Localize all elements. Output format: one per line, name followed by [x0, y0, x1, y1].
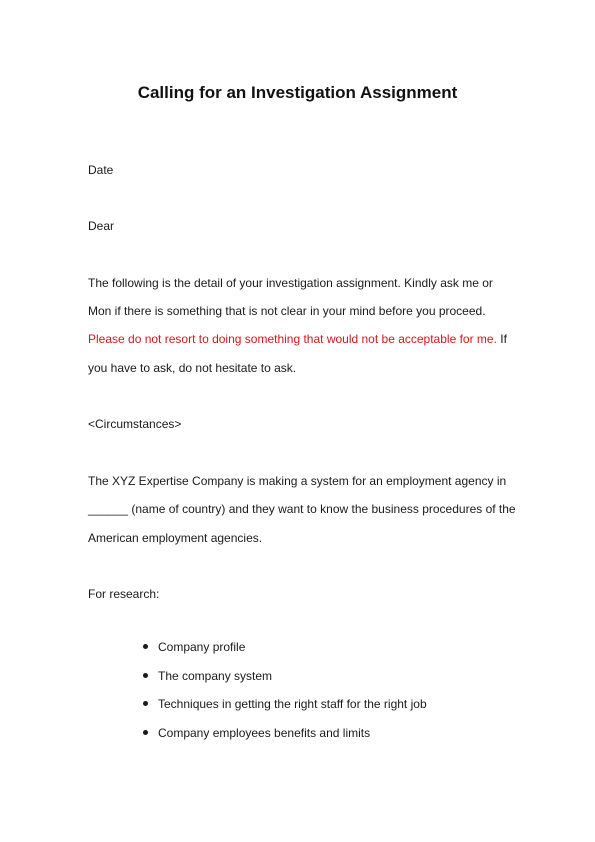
paragraph1-line2: Mon if there is something that is not clear in your mind before you proceed. [88, 304, 486, 318]
list-item-text: Company employees benefits and limits [158, 725, 371, 740]
list-item [142, 669, 427, 698]
bullet-icon [143, 701, 148, 706]
list-item [142, 640, 427, 669]
date-label: Date [88, 163, 114, 177]
paragraph1-line3 [88, 332, 507, 346]
paragraph1-line1: The following is the detail of your investigation assignment. Kindly ask me or [88, 276, 493, 290]
research-label: For research: [88, 587, 160, 601]
paragraph2-line2: ______ (name of country) and they want to know the business procedures of the [88, 502, 516, 516]
research-list [142, 640, 427, 754]
bullet-icon [143, 730, 148, 735]
emphasis-warning-text: Please do not resort to doing something that would not be acceptable for me. [88, 332, 497, 346]
list-item [142, 726, 427, 755]
list-item-text: The company system [158, 668, 273, 683]
list-item-text: Techniques in getting the right staff for the right job [158, 697, 427, 711]
document-title: Calling for an Investigation Assignment [137, 83, 458, 102]
salutation: Dear [88, 219, 115, 233]
paragraph2-line3: American employment agencies. [88, 531, 263, 545]
section-heading-circumstances: <Circumstances> [88, 417, 182, 431]
bullet-icon [143, 673, 148, 678]
list-item [142, 697, 427, 726]
list-item-text: Company profile [158, 640, 246, 654]
paragraph1-line3-rest: If [496, 332, 507, 346]
paragraph2-line1: The XYZ Expertise Company is making a system for an employment agency in [88, 474, 507, 488]
paragraph1-line4: you have to ask, do not hesitate to ask. [88, 361, 297, 375]
bullet-icon [143, 644, 148, 649]
